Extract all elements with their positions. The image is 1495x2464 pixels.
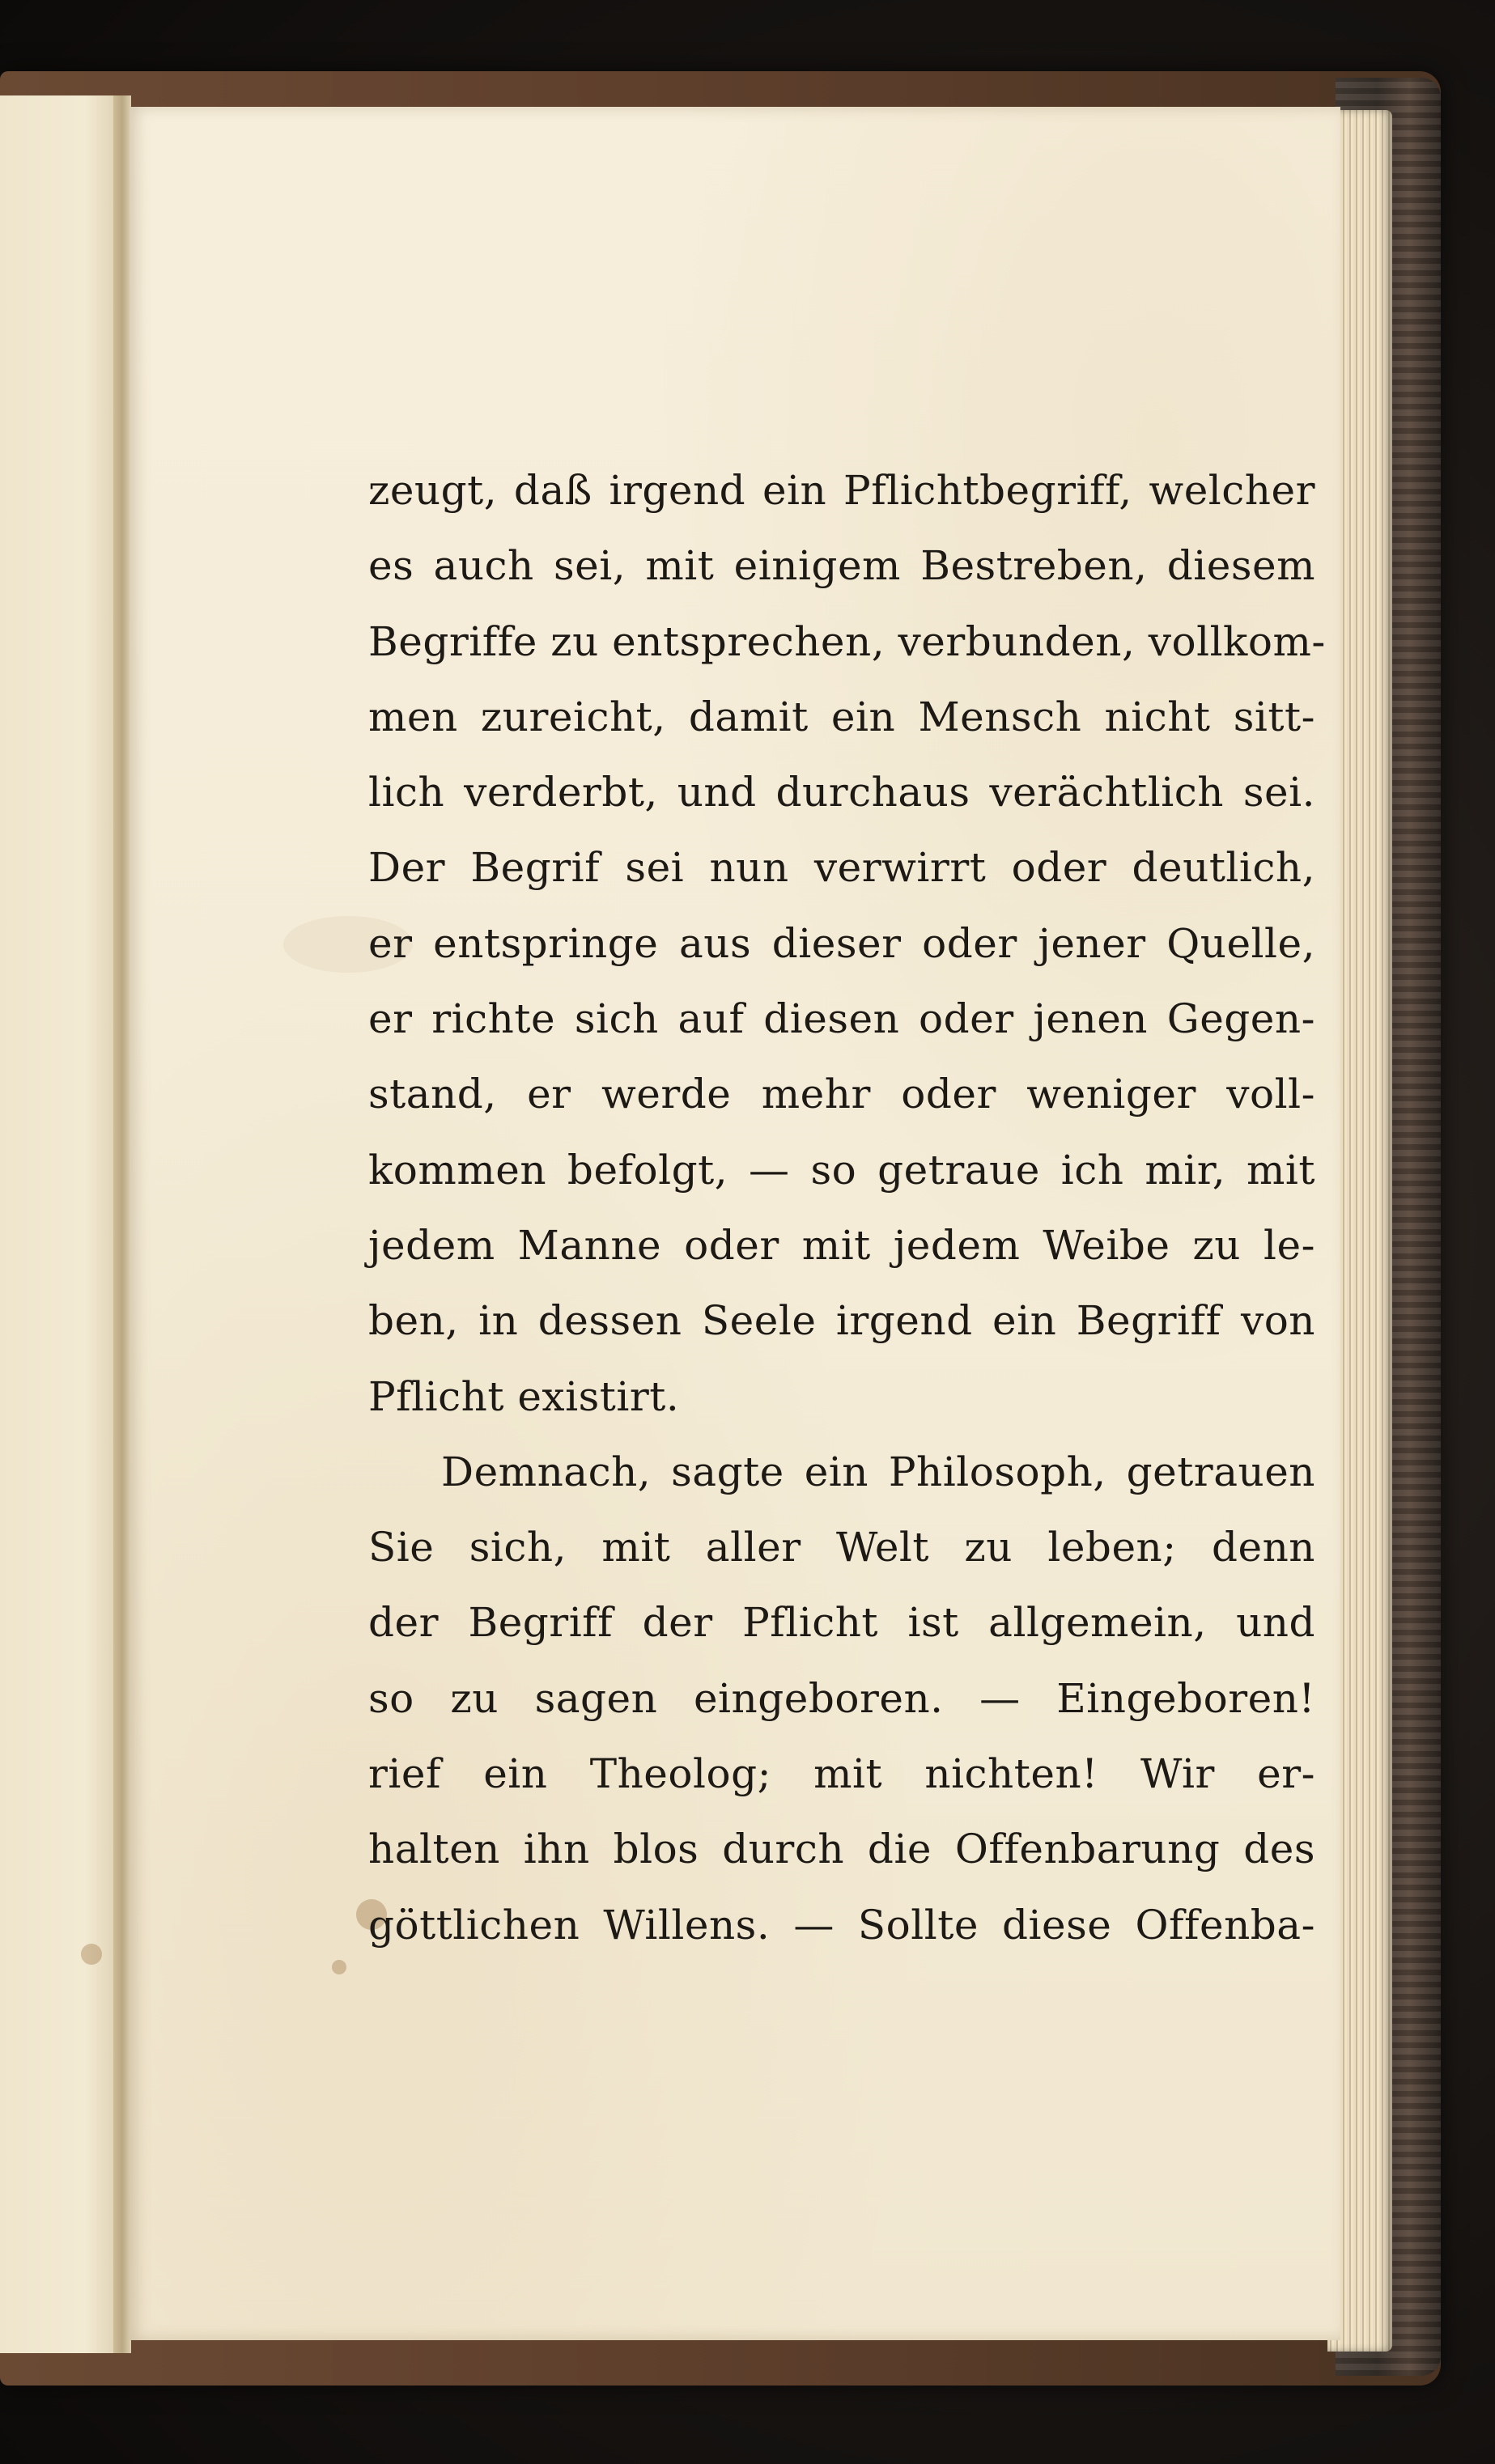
text-line: Pflicht existirt. (368, 1372, 680, 1420)
text-line: zeugt, daß irgend ein Pflichtbegriff, welcher (368, 467, 1315, 514)
text-line: kommen befolgt, — so getraue ich mir, mit (368, 1146, 1315, 1194)
page-text (368, 453, 1326, 1963)
text-line: stand, er werde mehr oder weniger voll- (368, 1071, 1315, 1118)
text-line: jedem Manne oder mit jedem Weibe zu le- (368, 1221, 1315, 1269)
text-line: so zu sagen eingeboren. — Eingeboren! (368, 1674, 1315, 1722)
text-line: ben, in dessen Seele irgend ein Begriff von (368, 1297, 1315, 1345)
book-gutter (113, 95, 131, 2353)
text-line: Begriffe zu entsprechen, verbunden, vollkom- (368, 617, 1326, 665)
text-line: er entspringe aus dieser oder jener Quelle, (368, 919, 1315, 967)
book-page (130, 107, 1340, 2340)
text-line: er richte sich auf diesen oder jenen Gegen- (368, 995, 1315, 1043)
text-line: göttlichen Willens. — Sollte diese Offenba- (368, 1901, 1315, 1949)
text-line: Demnach, sagte ein Philosoph, getrauen (441, 1448, 1315, 1495)
text-line: Der Begrif sei nun verwirrt oder deutlich, (368, 844, 1315, 892)
facing-page-left (0, 95, 123, 2353)
text-line: der Begriff der Pflicht ist allgemein, und (368, 1599, 1315, 1647)
text-line: rief ein Theolog; mit nichten! Wir er- (368, 1750, 1315, 1798)
text-line: Sie sich, mit aller Welt zu leben; denn (368, 1524, 1315, 1571)
text-line: men zureicht, damit ein Mensch nicht sitt- (368, 693, 1315, 740)
text-line: es auch sei, mit einigem Bestreben, diesem (368, 542, 1315, 590)
text-line: halten ihn blos durch die Offenbarung des (368, 1826, 1315, 1873)
foxing-stain (81, 1944, 102, 1965)
foxing-stain (332, 1960, 346, 1974)
text-line: lich verderbt, und durchaus verächtlich sei. (368, 769, 1315, 816)
